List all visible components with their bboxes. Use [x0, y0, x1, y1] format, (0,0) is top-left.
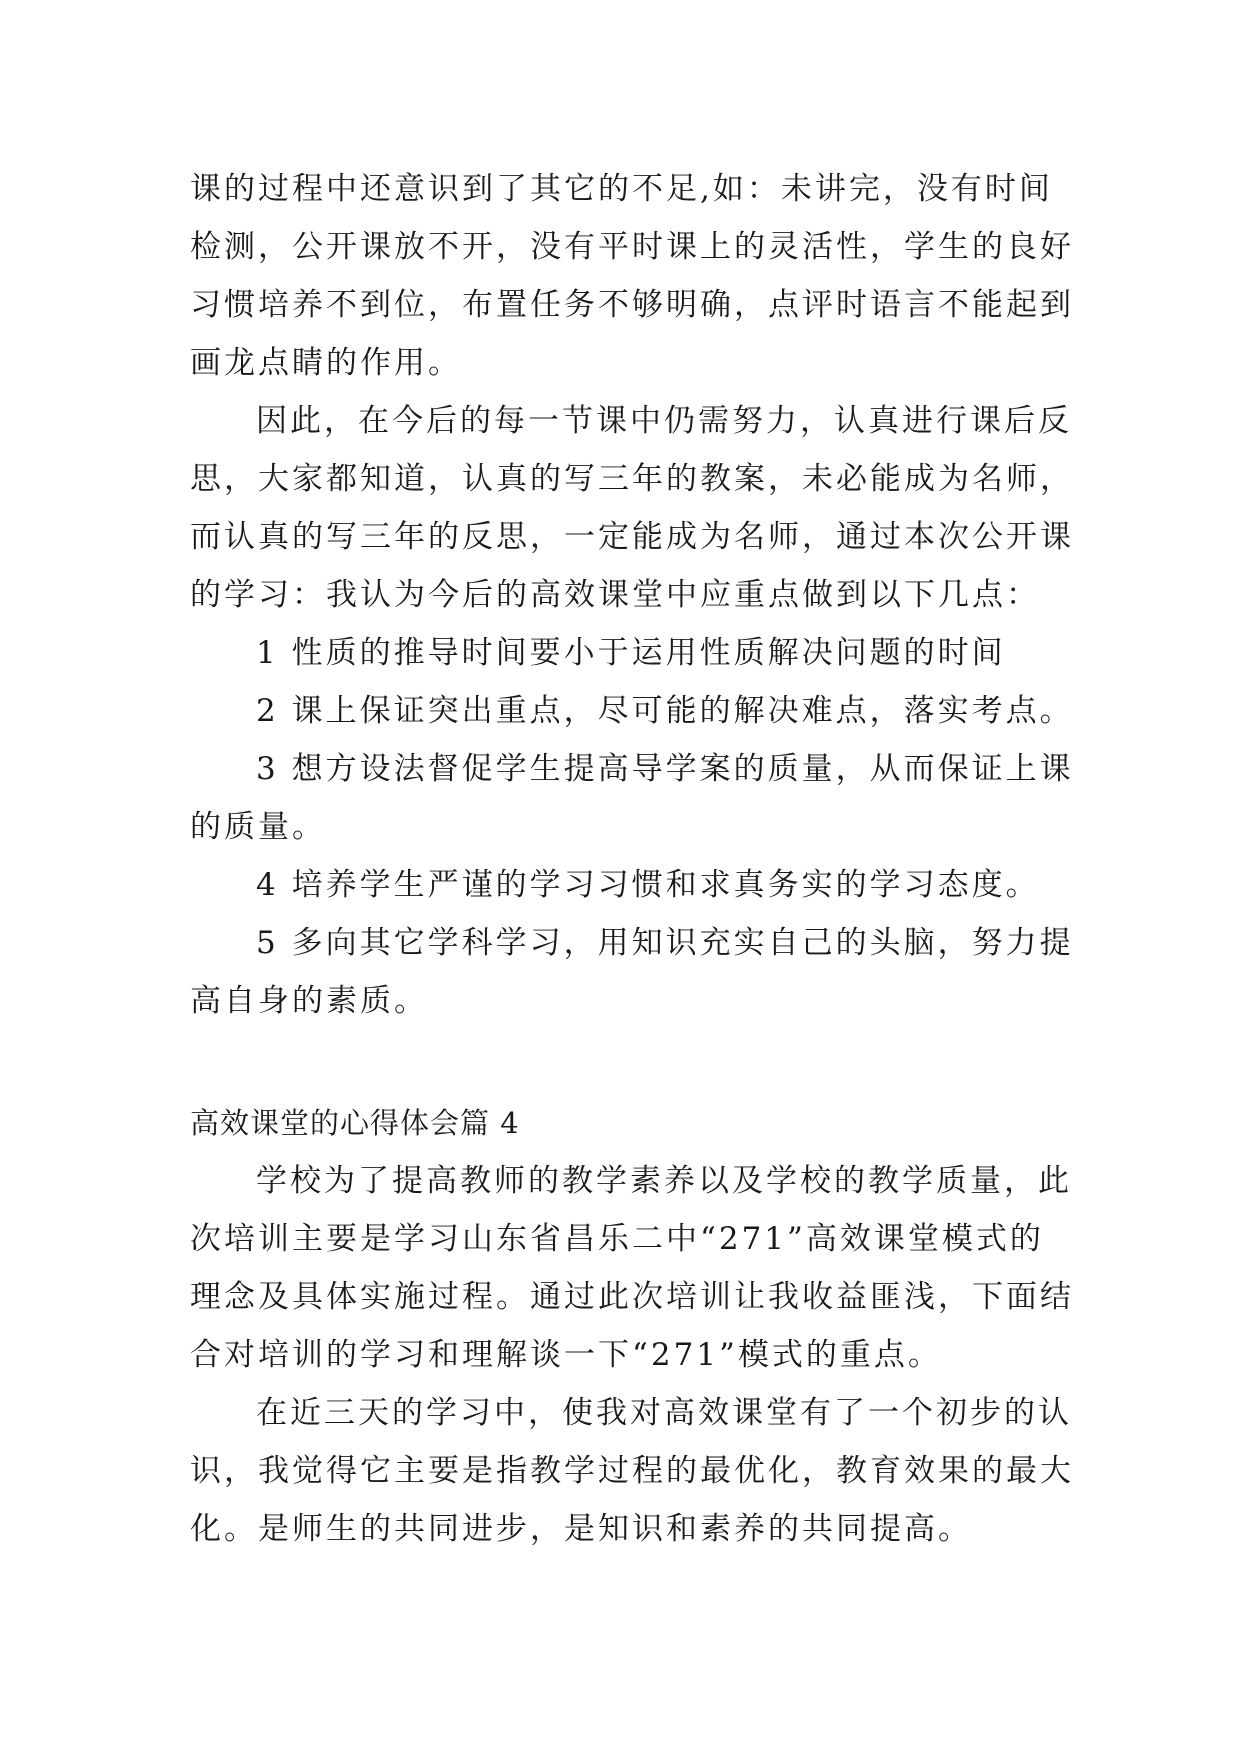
text-line: 次培训主要是学习山东省昌乐二中“271”高效课堂模式的	[190, 1221, 1044, 1257]
text-line: 2 课上保证突出重点，尽可能的解决难点，落实考点。	[256, 693, 1074, 729]
text-line: 习惯培养不到位，布置任务不够明确，点评时语言不能起到	[190, 287, 1074, 323]
document-page	[190, 160, 1074, 1558]
text-line: 学校为了提高教师的教学素养以及学校的教学质量，此	[256, 1163, 1072, 1199]
section-spacer	[190, 1030, 1050, 1094]
text-line: 思，大家都知道，认真的写三年的教案，未必能成为名师，	[190, 461, 1074, 497]
text-line: 化。是师生的共同进步，是知识和素养的共同提高。	[190, 1511, 972, 1547]
numbered-list	[190, 624, 1074, 1030]
text-line: 检测，公开课放不开，没有平时课上的灵活性，学生的良好	[190, 229, 1074, 265]
paragraph-continued	[190, 160, 1074, 392]
text-line: 的质量。	[190, 809, 326, 845]
text-line: 1 性质的推导时间要小于运用性质解决问题的时间	[256, 635, 1006, 671]
list-item	[190, 682, 1074, 740]
text-line: 识，我觉得它主要是指教学过程的最优化，教育效果的最大	[190, 1453, 1074, 1489]
text-line: 理念及具体实施过程。通过此次培训让我收益匪浅，下面结	[190, 1279, 1074, 1315]
text-line: 5 多向其它学科学习，用知识充实自己的头脑，努力提	[256, 925, 1074, 961]
paragraph-understanding	[190, 1384, 1074, 1558]
text-line: 4 培养学生严谨的学习习惯和求真务实的学习态度。	[256, 867, 1040, 903]
text-line: 而认真的写三年的反思，一定能成为名师，通过本次公开课	[190, 519, 1074, 555]
section-heading: 高效课堂的心得体会篇 4	[190, 1106, 520, 1140]
list-item	[190, 740, 1074, 856]
text-line: 画龙点睛的作用。	[190, 345, 462, 381]
list-item	[190, 624, 1050, 682]
text-line: 合对培训的学习和理解谈一下“271”模式的重点。	[190, 1337, 942, 1373]
text-line: 在近三天的学习中，使我对高效课堂有了一个初步的认	[256, 1395, 1072, 1431]
text-line: 3 想方设法督促学生提高导学案的质量，从而保证上课	[256, 751, 1074, 787]
paragraph-reflection	[190, 392, 1074, 624]
list-item	[190, 914, 1074, 1030]
list-item	[190, 856, 1050, 914]
text-line: 因此，在今后的每一节课中仍需努力，认真进行课后反	[256, 403, 1072, 439]
text-line: 课的过程中还意识到了其它的不足,如：未讲完，没有时间	[190, 171, 1053, 207]
paragraph-training	[190, 1152, 1074, 1384]
text-line: 高自身的素质。	[190, 983, 428, 1019]
text-line: 的学习：我认为今后的高效课堂中应重点做到以下几点：	[190, 577, 1040, 613]
